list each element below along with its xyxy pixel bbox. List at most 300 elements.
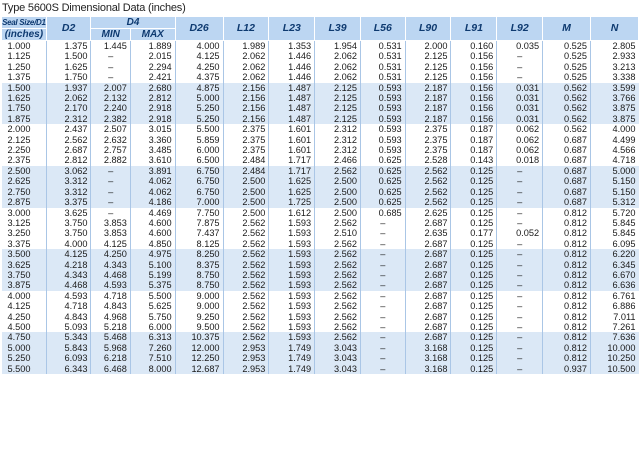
table-cell: 0.125 bbox=[451, 353, 497, 363]
table-cell: 2.918 bbox=[130, 103, 175, 113]
table-cell: 0.625 bbox=[360, 176, 405, 186]
table-cell: 4.125 bbox=[175, 51, 223, 61]
table-cell: 0.687 bbox=[543, 166, 591, 176]
table-cell: – bbox=[497, 62, 543, 72]
table-cell: 1.487 bbox=[269, 93, 315, 103]
table-cell: 5.343 bbox=[46, 332, 91, 342]
table-cell: – bbox=[360, 218, 405, 228]
table-cell: 0.562 bbox=[543, 103, 591, 113]
table-cell: 7.875 bbox=[175, 218, 223, 228]
seal-size-cell: 4.750 bbox=[2, 332, 47, 342]
table-cell: – bbox=[497, 239, 543, 249]
table-cell: 2.562 bbox=[223, 218, 269, 228]
table-cell: 2.125 bbox=[315, 103, 361, 113]
table-cell: 2.632 bbox=[91, 135, 130, 145]
table-row bbox=[2, 218, 639, 228]
table-cell: – bbox=[497, 280, 543, 290]
table-cell: 4.343 bbox=[91, 260, 130, 270]
table-cell: 2.687 bbox=[405, 301, 451, 311]
table-cell: 1.487 bbox=[269, 83, 315, 93]
table-cell: 5.375 bbox=[130, 280, 175, 290]
table-cell: 3.766 bbox=[612, 93, 636, 104]
table-cell: 0.687 bbox=[543, 187, 591, 197]
table-cell: 2.562 bbox=[405, 166, 451, 176]
table-cell: 2.484 bbox=[223, 166, 269, 176]
table-cell: 2.187 bbox=[405, 93, 451, 103]
table-cell: 0.625 bbox=[360, 187, 405, 197]
table-cell: 0.562 bbox=[543, 124, 591, 134]
table-cell: 2.687 bbox=[405, 218, 451, 228]
table-cell: 1.593 bbox=[269, 322, 315, 332]
table-cell: – bbox=[497, 322, 543, 332]
table-cell: 2.562 bbox=[223, 239, 269, 249]
table-cell: 4.875 bbox=[175, 83, 223, 93]
seal-size-cell: 1.000 bbox=[2, 41, 47, 52]
table-cell: 4.968 bbox=[91, 312, 130, 322]
seal-size-cell: 1.375 bbox=[2, 72, 47, 82]
table-cell: 7.510 bbox=[130, 353, 175, 363]
table-cell: 1.446 bbox=[269, 62, 315, 72]
table-cell: 4.469 bbox=[130, 208, 175, 218]
table-cell: 4.062 bbox=[130, 187, 175, 197]
table-cell: 2.562 bbox=[315, 301, 361, 311]
table-cell: 0.812 bbox=[543, 353, 591, 363]
table-cell: 0.156 bbox=[451, 83, 497, 93]
table-cell: 2.562 bbox=[223, 312, 269, 322]
table-cell: 2.687 bbox=[405, 312, 451, 322]
table-cell: 2.312 bbox=[315, 145, 361, 155]
header-l91: L91 bbox=[451, 17, 497, 41]
table-row bbox=[2, 332, 639, 342]
table-cell: 2.933 bbox=[612, 51, 636, 62]
table-cell: 8.750 bbox=[175, 280, 223, 290]
table-cell: 12.687 bbox=[175, 364, 223, 374]
table-cell: 2.156 bbox=[223, 114, 269, 124]
table-cell: 4.600 bbox=[130, 218, 175, 228]
table-cell: 1.593 bbox=[269, 312, 315, 322]
table-cell: 3.338 bbox=[612, 72, 636, 83]
table-cell: 1.725 bbox=[269, 197, 315, 207]
table-cell: 2.562 bbox=[223, 249, 269, 259]
table-cell: – bbox=[497, 301, 543, 311]
table-cell: 0.156 bbox=[451, 62, 497, 72]
table-cell: 2.562 bbox=[315, 312, 361, 322]
table-cell: 2.000 bbox=[405, 41, 451, 52]
table-cell: 2.062 bbox=[223, 62, 269, 72]
table-cell: 10.000 bbox=[607, 342, 636, 353]
table-cell: 2.156 bbox=[223, 103, 269, 113]
table-cell: 2.421 bbox=[130, 72, 175, 82]
table-cell: 0.937 bbox=[543, 364, 591, 374]
table-cell: 3.610 bbox=[130, 155, 175, 165]
table-cell: – bbox=[497, 208, 543, 218]
table-cell: 0.156 bbox=[451, 93, 497, 103]
table-cell: – bbox=[497, 197, 543, 207]
table-cell: 2.484 bbox=[223, 155, 269, 165]
table-cell: 0.687 bbox=[543, 176, 591, 186]
table-cell: 1.353 bbox=[269, 41, 315, 52]
table-cell: 5.845 bbox=[612, 228, 636, 239]
table-row bbox=[2, 176, 639, 186]
table-cell: 0.125 bbox=[451, 208, 497, 218]
table-cell: 0.125 bbox=[451, 270, 497, 280]
table-cell: 2.562 bbox=[315, 249, 361, 259]
table-cell: 2.132 bbox=[91, 93, 130, 103]
seal-size-cell: 3.125 bbox=[2, 218, 47, 228]
table-cell: 0.812 bbox=[543, 239, 591, 249]
table-cell: 6.000 bbox=[130, 322, 175, 332]
table-row bbox=[2, 197, 639, 207]
table-cell: 0.812 bbox=[543, 228, 591, 238]
table-cell: 2.687 bbox=[405, 332, 451, 342]
table-cell: 12.000 bbox=[175, 343, 223, 353]
table-cell: 3.625 bbox=[46, 208, 91, 218]
table-cell: 2.687 bbox=[405, 260, 451, 270]
table-cell: 3.750 bbox=[46, 228, 91, 238]
table-cell: 0.525 bbox=[543, 62, 591, 72]
table-cell: 2.953 bbox=[223, 353, 269, 363]
table-cell: 2.510 bbox=[315, 228, 361, 238]
table-cell: 1.717 bbox=[269, 155, 315, 165]
table-cell: 4.850 bbox=[130, 239, 175, 249]
table-cell: 2.562 bbox=[223, 260, 269, 270]
table-cell: – bbox=[360, 332, 405, 342]
table-cell: 2.187 bbox=[405, 83, 451, 93]
table-cell: 3.599 bbox=[612, 82, 636, 93]
table-cell: 6.886 bbox=[612, 301, 636, 312]
table-cell: – bbox=[360, 260, 405, 270]
table-cell: 2.500 bbox=[223, 208, 269, 218]
table-cell: 3.168 bbox=[405, 353, 451, 363]
table-cell: 2.062 bbox=[315, 72, 361, 82]
seal-size-cell: 2.125 bbox=[2, 135, 47, 145]
table-cell: 9.500 bbox=[175, 322, 223, 332]
table-cell: 7.260 bbox=[130, 343, 175, 353]
seal-size-cell: 3.250 bbox=[2, 228, 47, 238]
table-cell: 2.562 bbox=[315, 270, 361, 280]
table-cell: 2.562 bbox=[223, 280, 269, 290]
table-cell: 0.812 bbox=[543, 332, 591, 342]
table-cell: 0.525 bbox=[543, 72, 591, 82]
table-cell: 2.062 bbox=[223, 51, 269, 61]
table-row bbox=[2, 322, 639, 332]
table-row bbox=[2, 228, 639, 238]
table-cell: 7.011 bbox=[613, 311, 636, 322]
header-d26: D26 bbox=[175, 17, 223, 41]
table-cell: 0.125 bbox=[451, 291, 497, 301]
table-row bbox=[2, 103, 639, 113]
table-cell: 5.093 bbox=[46, 322, 91, 332]
table-cell: 2.382 bbox=[91, 114, 130, 124]
seal-size-cell: 4.000 bbox=[2, 291, 47, 301]
table-row bbox=[2, 135, 639, 145]
table-cell: 2.187 bbox=[405, 114, 451, 124]
table-cell: 5.845 bbox=[612, 217, 636, 228]
table-cell: 0.125 bbox=[451, 218, 497, 228]
table-cell: 0.052 bbox=[497, 228, 543, 238]
seal-size-cell: 3.625 bbox=[2, 260, 47, 270]
seal-size-cell: 1.875 bbox=[2, 114, 47, 124]
table-cell: 3.213 bbox=[612, 61, 636, 72]
table-cell: 0.812 bbox=[543, 208, 591, 218]
table-cell: 6.468 bbox=[91, 364, 130, 374]
table-cell: 2.562 bbox=[315, 332, 361, 342]
table-cell: 2.187 bbox=[405, 103, 451, 113]
table-cell: 2.500 bbox=[315, 197, 361, 207]
table-cell: 6.636 bbox=[612, 280, 636, 291]
table-cell: 5.199 bbox=[130, 270, 175, 280]
table-row bbox=[2, 260, 639, 270]
table-cell: 2.562 bbox=[223, 270, 269, 280]
table-cell: 3.891 bbox=[130, 166, 175, 176]
seal-size-cell: 5.250 bbox=[2, 353, 47, 363]
table-cell: – bbox=[360, 280, 405, 290]
seal-size-cell: 1.250 bbox=[2, 62, 47, 72]
table-cell: – bbox=[497, 364, 543, 374]
table-cell: 10.250 bbox=[607, 353, 636, 364]
seal-size-cell: 1.625 bbox=[2, 93, 47, 103]
header-n: N bbox=[590, 17, 638, 41]
table-cell: 7.437 bbox=[175, 228, 223, 238]
table-cell: 6.220 bbox=[612, 249, 636, 260]
table-cell: 1.601 bbox=[269, 135, 315, 145]
table-cell: 2.562 bbox=[405, 197, 451, 207]
table-cell: – bbox=[91, 197, 130, 207]
table-cell: 2.562 bbox=[223, 291, 269, 301]
table-cell: 2.500 bbox=[223, 197, 269, 207]
table-cell: 2.294 bbox=[130, 62, 175, 72]
table-cell: 0.125 bbox=[451, 280, 497, 290]
seal-size-cell: 3.000 bbox=[2, 208, 47, 218]
table-cell: 0.125 bbox=[451, 166, 497, 176]
table-cell: 8.125 bbox=[175, 239, 223, 249]
seal-size-cell: 2.875 bbox=[2, 197, 47, 207]
table-cell: – bbox=[497, 166, 543, 176]
table-row bbox=[2, 187, 639, 197]
table-cell: 2.812 bbox=[46, 155, 91, 165]
table-cell: – bbox=[360, 322, 405, 332]
table-cell: 2.528 bbox=[405, 155, 451, 165]
seal-size-cell: 3.500 bbox=[2, 249, 47, 259]
header-units: (inches) bbox=[2, 29, 47, 41]
table-cell: 3.043 bbox=[315, 364, 361, 374]
table-cell: 5.312 bbox=[612, 197, 636, 208]
table-cell: 0.687 bbox=[543, 145, 591, 155]
seal-size-cell: 1.750 bbox=[2, 103, 47, 113]
table-row bbox=[2, 83, 639, 93]
table-cell: 1.593 bbox=[269, 291, 315, 301]
table-cell: 1.446 bbox=[269, 51, 315, 61]
table-cell: 1.749 bbox=[269, 353, 315, 363]
table-cell: 1.500 bbox=[46, 51, 91, 61]
table-cell: 2.015 bbox=[130, 51, 175, 61]
table-cell: 2.312 bbox=[315, 124, 361, 134]
table-cell: 0.125 bbox=[451, 260, 497, 270]
table-cell: 1.593 bbox=[269, 332, 315, 342]
table-row bbox=[2, 364, 639, 374]
table-cell: 5.625 bbox=[130, 301, 175, 311]
table-cell: 0.156 bbox=[451, 114, 497, 124]
table-row bbox=[2, 270, 639, 280]
header-m: M bbox=[543, 17, 591, 41]
table-cell: 2.507 bbox=[91, 124, 130, 134]
table-cell: 2.240 bbox=[91, 103, 130, 113]
table-row bbox=[2, 114, 639, 124]
seal-size-cell: 5.500 bbox=[2, 364, 47, 374]
table-cell: 4.125 bbox=[46, 249, 91, 259]
table-cell: 2.312 bbox=[315, 135, 361, 145]
table-cell: 8.375 bbox=[175, 260, 223, 270]
table-cell: – bbox=[91, 187, 130, 197]
table-cell: 4.250 bbox=[175, 62, 223, 72]
table-cell: 2.562 bbox=[223, 332, 269, 342]
table-cell: 2.953 bbox=[223, 343, 269, 353]
table-cell: 1.749 bbox=[269, 364, 315, 374]
table-cell: 1.446 bbox=[269, 72, 315, 82]
table-cell: – bbox=[497, 51, 543, 61]
table-cell: 3.312 bbox=[46, 187, 91, 197]
table-cell: 0.062 bbox=[497, 145, 543, 155]
table-cell: – bbox=[91, 62, 130, 72]
table-cell: – bbox=[360, 249, 405, 259]
table-cell: 1.612 bbox=[269, 208, 315, 218]
table-cell: 1.937 bbox=[46, 83, 91, 93]
table-cell: 3.375 bbox=[46, 197, 91, 207]
table-cell: 0.187 bbox=[451, 145, 497, 155]
table-cell: 0.031 bbox=[497, 114, 543, 124]
table-cell: 2.125 bbox=[315, 93, 361, 103]
table-cell: – bbox=[360, 301, 405, 311]
table-cell: 0.125 bbox=[451, 301, 497, 311]
table-cell: 2.918 bbox=[130, 114, 175, 124]
table-cell: 0.143 bbox=[451, 155, 497, 165]
table-cell: – bbox=[497, 312, 543, 322]
table-cell: 2.500 bbox=[315, 208, 361, 218]
table-cell: 6.000 bbox=[175, 145, 223, 155]
table-cell: 4.843 bbox=[46, 312, 91, 322]
table-cell: 0.593 bbox=[360, 135, 405, 145]
table-cell: 5.250 bbox=[175, 114, 223, 124]
seal-size-cell: 2.375 bbox=[2, 155, 47, 165]
table-cell: 0.625 bbox=[360, 197, 405, 207]
table-cell: 2.687 bbox=[405, 322, 451, 332]
table-cell: 2.687 bbox=[405, 239, 451, 249]
table-cell: 3.875 bbox=[612, 103, 636, 114]
table-cell: 2.125 bbox=[405, 62, 451, 72]
table-cell: 1.749 bbox=[269, 343, 315, 353]
table-row bbox=[2, 239, 639, 249]
table-cell: 4.125 bbox=[91, 239, 130, 249]
table-cell: 0.062 bbox=[497, 124, 543, 134]
table-cell: 0.187 bbox=[451, 135, 497, 145]
table-cell: 2.687 bbox=[405, 280, 451, 290]
table-cell: 1.375 bbox=[46, 41, 91, 52]
table-cell: 0.812 bbox=[543, 291, 591, 301]
table-cell: 6.095 bbox=[612, 238, 636, 249]
table-cell: 12.250 bbox=[175, 353, 223, 363]
seal-size-cell: 3.875 bbox=[2, 280, 47, 290]
table-cell: 3.043 bbox=[315, 343, 361, 353]
seal-size-cell: 3.750 bbox=[2, 270, 47, 280]
table-cell: 2.125 bbox=[315, 114, 361, 124]
table-cell: 0.625 bbox=[360, 166, 405, 176]
table-cell: 5.968 bbox=[91, 343, 130, 353]
table-cell: 0.125 bbox=[451, 239, 497, 249]
table-cell: 2.062 bbox=[315, 62, 361, 72]
table-cell: 8.250 bbox=[175, 249, 223, 259]
table-cell: 4.000 bbox=[612, 124, 636, 135]
table-header bbox=[2, 17, 639, 41]
table-cell: – bbox=[360, 291, 405, 301]
table-cell: 0.031 bbox=[497, 93, 543, 103]
table-cell: 9.000 bbox=[175, 291, 223, 301]
table-cell: 8.000 bbox=[130, 364, 175, 374]
table-cell: 0.156 bbox=[451, 103, 497, 113]
table-cell: 3.062 bbox=[46, 166, 91, 176]
table-cell: 3.750 bbox=[46, 218, 91, 228]
table-cell: – bbox=[497, 353, 543, 363]
table-cell: 0.156 bbox=[451, 51, 497, 61]
header-seal-size: Seal Size/D1 bbox=[2, 18, 46, 27]
page-title: Type 5600S Dimensional Data (inches) bbox=[2, 2, 186, 14]
table-cell: 0.531 bbox=[360, 51, 405, 61]
table-cell: 1.601 bbox=[269, 124, 315, 134]
table-cell: 0.125 bbox=[451, 187, 497, 197]
table-cell: 0.687 bbox=[543, 135, 591, 145]
header-d4: D4 bbox=[91, 17, 175, 29]
table-cell: 2.953 bbox=[223, 364, 269, 374]
seal-size-cell: 5.000 bbox=[2, 343, 47, 353]
header-l56: L56 bbox=[360, 17, 405, 41]
table-cell: 2.562 bbox=[405, 176, 451, 186]
table-row bbox=[2, 72, 639, 82]
table-cell: 1.593 bbox=[269, 239, 315, 249]
table-cell: 0.125 bbox=[451, 312, 497, 322]
table-cell: 1.717 bbox=[269, 166, 315, 176]
table-cell: 2.635 bbox=[405, 228, 451, 238]
table-cell: 0.562 bbox=[543, 93, 591, 103]
table-cell: 1.593 bbox=[269, 301, 315, 311]
table-cell: 2.562 bbox=[315, 280, 361, 290]
table-cell: 2.125 bbox=[315, 83, 361, 93]
table-cell: – bbox=[497, 270, 543, 280]
table-cell: 2.125 bbox=[405, 72, 451, 82]
table-cell: 2.680 bbox=[130, 83, 175, 93]
header-d2: D2 bbox=[46, 17, 91, 41]
table-cell: 2.562 bbox=[405, 187, 451, 197]
table-cell: 1.593 bbox=[269, 249, 315, 259]
table-cell: 10.375 bbox=[175, 332, 223, 342]
table-cell: 5.000 bbox=[612, 165, 636, 176]
table-cell: 7.636 bbox=[612, 332, 636, 343]
table-cell: 2.687 bbox=[405, 249, 451, 259]
table-cell: 6.500 bbox=[175, 155, 223, 165]
table-cell: 0.177 bbox=[451, 228, 497, 238]
table-cell: 4.593 bbox=[46, 291, 91, 301]
table-cell: 4.600 bbox=[130, 228, 175, 238]
table-cell: 2.500 bbox=[315, 176, 361, 186]
table-cell: 6.345 bbox=[612, 259, 636, 270]
table-cell: 6.750 bbox=[175, 166, 223, 176]
seal-size-cell: 2.500 bbox=[2, 166, 47, 176]
table-row bbox=[2, 280, 639, 290]
table-cell: 4.499 bbox=[612, 134, 636, 145]
table-cell: 5.250 bbox=[175, 103, 223, 113]
table-cell: 4.975 bbox=[130, 249, 175, 259]
table-cell: 0.525 bbox=[543, 41, 591, 52]
table-cell: 0.125 bbox=[451, 322, 497, 332]
table-cell: – bbox=[497, 332, 543, 342]
